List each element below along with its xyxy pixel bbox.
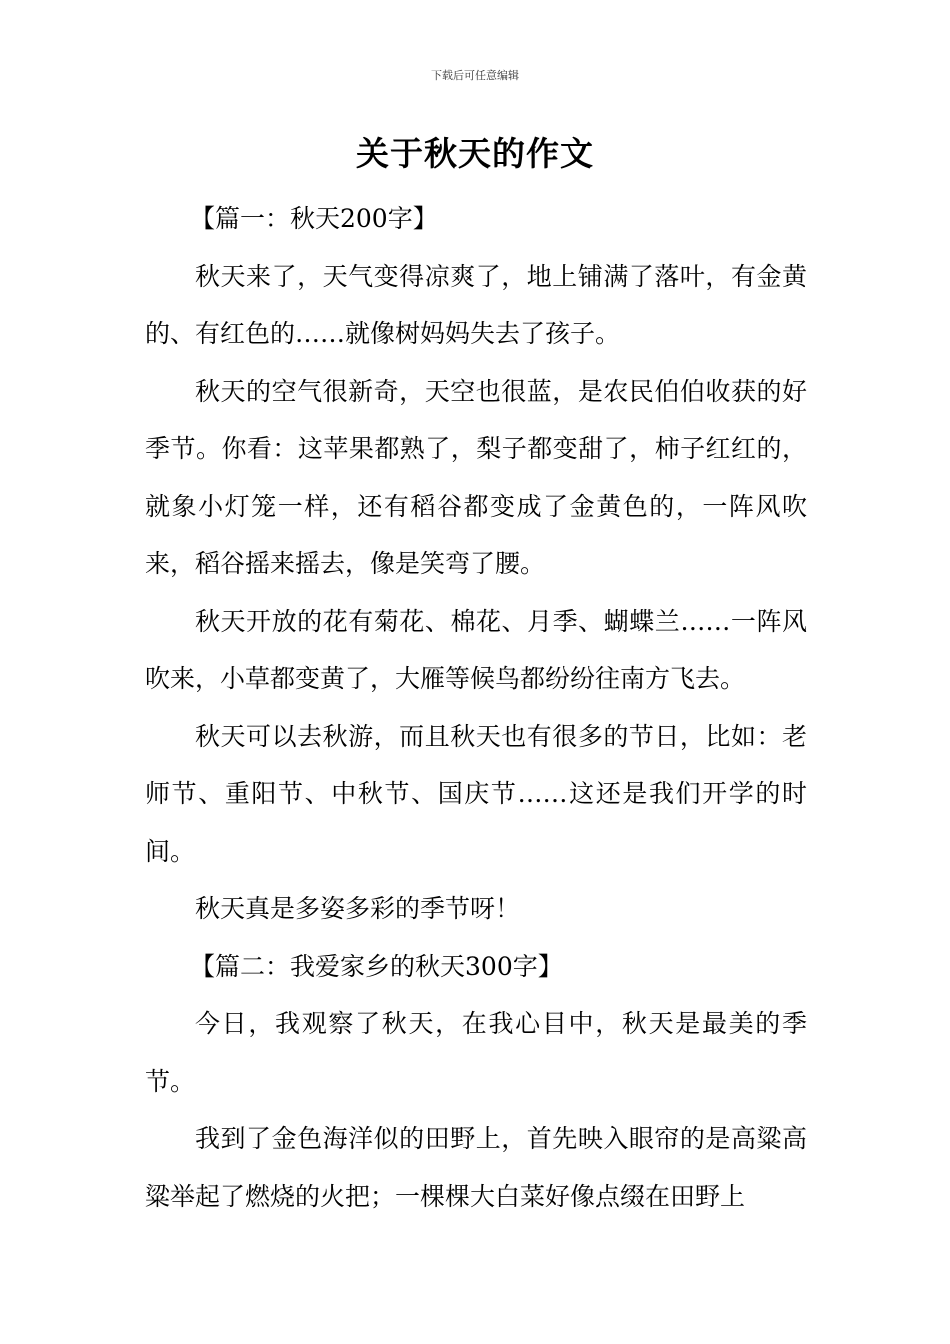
paragraph: 秋天真是多姿多彩的季节呀！	[195, 894, 521, 923]
header-note: 下载后可任意编辑	[431, 69, 519, 82]
paragraph: 我到了金色海洋似的田野上，首先映入眼帘的是高粱高粱举起了燃烧的火把；一棵棵大白菜好像点缀在田野上	[145, 1124, 807, 1211]
paragraph: 今日，我观察了秋天，在我心目中，秋天是最美的季节。	[145, 1009, 807, 1096]
paragraph: 秋天的空气很新奇，天空也很蓝，是农民伯伯收获的好季节。你看：这苹果都熟了，梨子都变甜了，柿子红红的，就象小灯笼一样，还有稻谷都变成了金黄色的，一阵风吹来，稻谷摇来摇去，像是笑弯了腰。	[145, 376, 807, 578]
paragraph: 秋天开放的花有菊花、棉花、月季、蝴蝶兰……一阵风吹来，小草都变黄了，大雁等候鸟都纷纷往南方飞去。	[145, 606, 807, 693]
document-title: 关于秋天的作文	[356, 134, 594, 173]
paragraph: 秋天来了，天气变得凉爽了，地上铺满了落叶，有金黄的、有红色的……就像树妈妈失去了孩子。	[145, 261, 807, 348]
section-heading: 【篇一：秋天200字】	[190, 204, 438, 233]
section-heading: 【篇二：我爱家乡的秋天300字】	[190, 951, 563, 981]
document-body	[145, 190, 807, 1225]
paragraph: 秋天可以去秋游，而且秋天也有很多的节日，比如：老师节、重阳节、中秋节、国庆节……这还是我们开学的时间。	[145, 721, 807, 866]
